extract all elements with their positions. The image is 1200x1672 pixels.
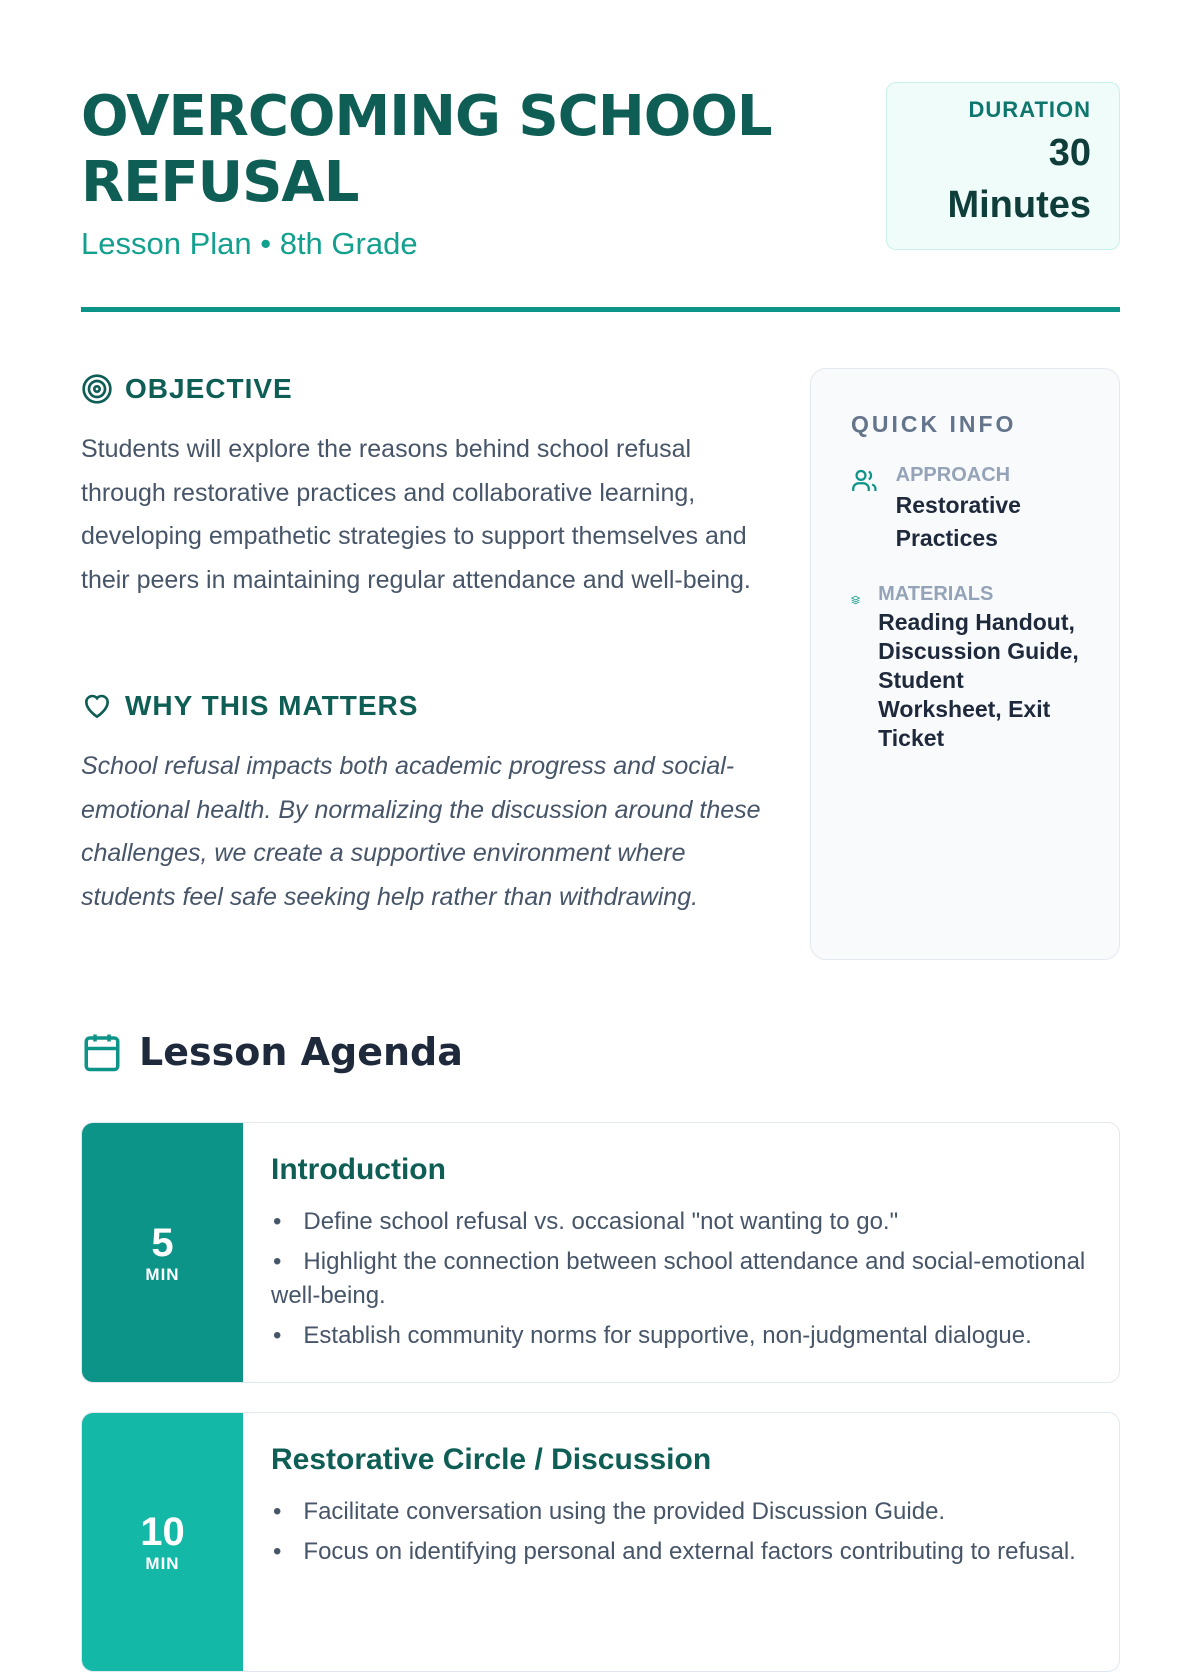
- objective-text: Students will explore the reasons behind school refusal through restorative practices and collaborative learning, developing empathetic strategies to support themselves and their peers in maintaining regular attendance and well-being.: [81, 435, 751, 594]
- quick-info-materials: [851, 583, 1079, 753]
- agenda-heading: [81, 1030, 463, 1074]
- agenda-item: [81, 1412, 1120, 1672]
- quick-info-heading: QUICK INFO: [851, 411, 1017, 437]
- agenda-bullet: • Establish community norms for supportive, non-judgmental dialogue.: [271, 1319, 1091, 1353]
- agenda-minutes: 10: [140, 1510, 185, 1554]
- agenda-time: [82, 1123, 243, 1382]
- why-text: School refusal impacts both academic progress and social-emotional health. By normalizing the discussion around these challenges, we create a supportive environment where students feel safe seeking help rather than withdrawing.: [81, 752, 761, 911]
- agenda-bullet: • Define school refusal vs. occasional "not wanting to go.": [271, 1205, 1091, 1239]
- materials-label: MATERIALS: [878, 583, 994, 605]
- agenda-minutes: 5: [151, 1220, 174, 1265]
- why-heading-text: WHY THIS MATTERS: [125, 690, 419, 721]
- calendar-icon: [81, 1031, 123, 1073]
- agenda-item: [81, 1122, 1120, 1383]
- duration-label: DURATION: [968, 97, 1091, 122]
- objective-heading: [81, 373, 293, 405]
- users-icon: [851, 464, 878, 498]
- approach-label: APPROACH: [895, 464, 1011, 486]
- agenda-title: Introduction: [271, 1153, 446, 1186]
- approach-value: Restorative Practices: [895, 492, 1021, 551]
- layers-icon: [851, 583, 860, 617]
- quick-info-panel: [810, 368, 1120, 960]
- target-icon: [81, 373, 113, 405]
- agenda-bullet: • Focus on identifying personal and external factors contributing to refusal.: [271, 1535, 1076, 1569]
- agenda-title: Restorative Circle / Discussion: [271, 1443, 712, 1476]
- quick-info-approach: [851, 464, 1079, 555]
- why-heading: [81, 690, 418, 722]
- agenda-bullet: • Facilitate conversation using the provided Discussion Guide.: [271, 1495, 1076, 1529]
- objective-heading-text: OBJECTIVE: [125, 373, 293, 404]
- agenda-time: [82, 1413, 243, 1671]
- page-title: OVERCOMING SCHOOL REFUSAL: [81, 84, 772, 215]
- header-divider: [81, 307, 1120, 312]
- materials-value: Reading Handout, Discussion Guide, Student Worksheet, Exit Ticket: [878, 609, 1079, 751]
- page-subtitle: Lesson Plan • 8th Grade: [81, 226, 418, 261]
- agenda-unit: MIN: [145, 1264, 180, 1284]
- agenda-bullet: • Highlight the connection between school attendance and social-emotional well-being.: [271, 1245, 1091, 1313]
- duration-value: 30 Minutes: [947, 132, 1091, 226]
- duration-badge: [886, 82, 1120, 250]
- agenda-heading-text: Lesson Agenda: [139, 1030, 463, 1074]
- agenda-unit: MIN: [145, 1554, 180, 1573]
- heart-icon: [81, 690, 113, 722]
